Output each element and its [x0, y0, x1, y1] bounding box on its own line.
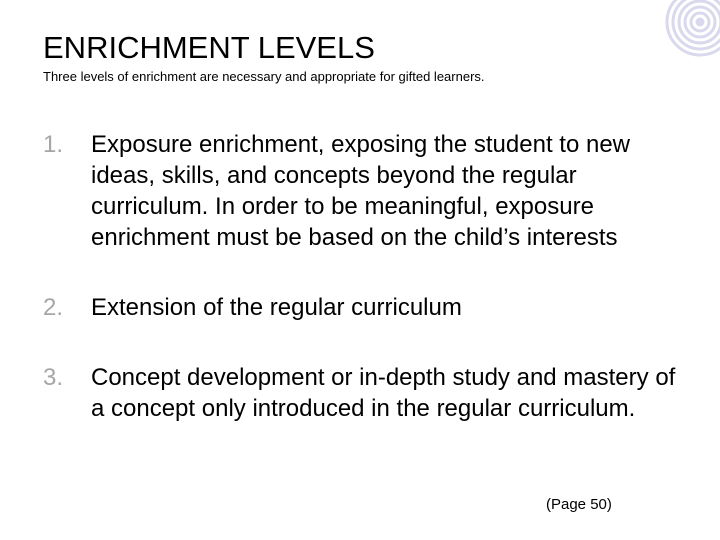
page-reference: (Page 50): [546, 496, 612, 513]
list-item-text: Concept development or in-depth study and mastery of a concept only introduced in the regular curriculum.: [91, 364, 676, 422]
enrichment-list: [43, 129, 683, 424]
list-item: [43, 362, 683, 424]
slide-subtitle: Three levels of enrichment are necessary and appropriate for gifted learners.: [43, 69, 485, 84]
concentric-rings-icon: [580, 0, 720, 140]
list-item: [43, 292, 683, 323]
list-item-text: Exposure enrichment, exposing the student to new ideas, skills, and concepts beyond the regular curriculum. In order to be meaningful, exposure enrichment must be based on the child’s interests: [91, 131, 630, 251]
list-item-number: 3.: [43, 364, 64, 391]
list-item: [43, 129, 683, 253]
list-item-text: Extension of the regular curriculum: [91, 294, 462, 321]
slide-title: ENRICHMENT LEVELS: [43, 30, 375, 65]
list-item-number: 2.: [43, 294, 64, 321]
list-item-number: 1.: [43, 131, 64, 158]
